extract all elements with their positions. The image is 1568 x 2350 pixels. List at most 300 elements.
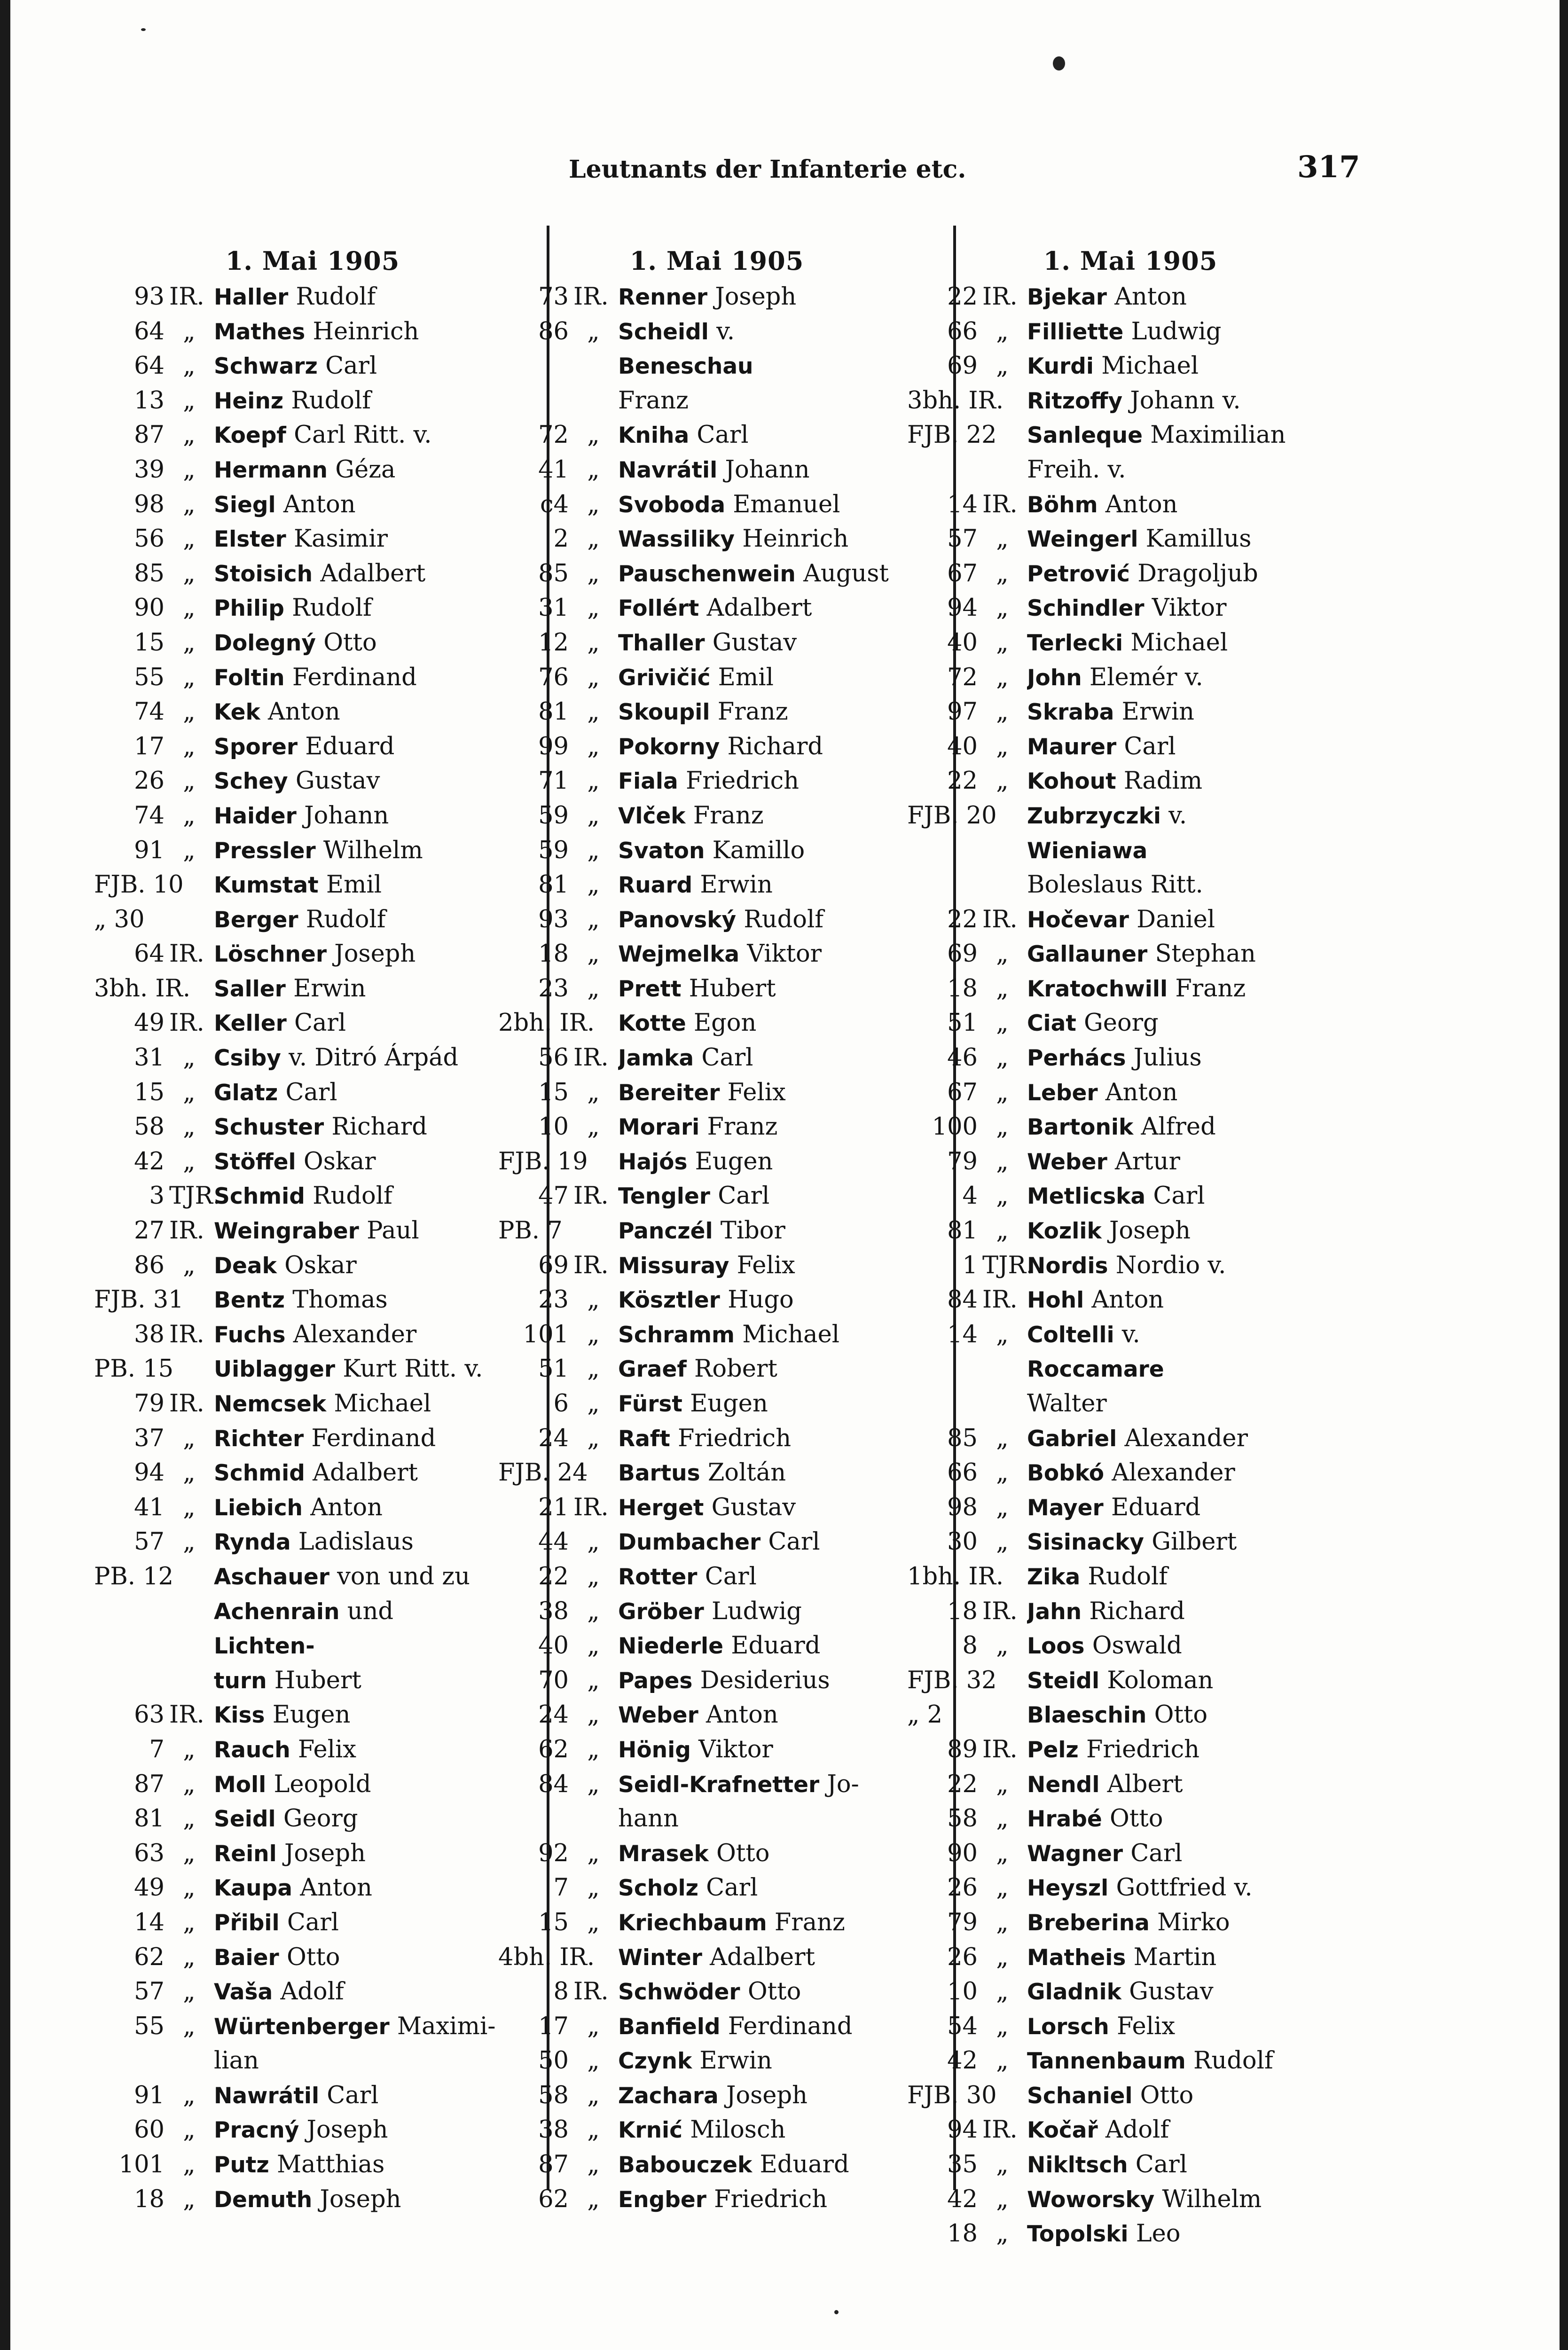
ditto-mark: „ <box>183 1805 196 1833</box>
officer-name <box>618 418 935 453</box>
unit-designation: PB. 7 <box>498 1217 563 1245</box>
ditto-mark: „ <box>587 2116 600 2144</box>
officer-name <box>214 1836 531 1871</box>
roster-entry <box>907 729 1354 764</box>
given-name: Martin <box>1133 1943 1217 1971</box>
given-name: Tibor <box>720 1217 785 1245</box>
surname: Schwöder <box>618 1979 740 2005</box>
regiment-number: 56 <box>134 525 165 553</box>
regiment-number: 56 <box>538 1044 569 1072</box>
officer-name <box>214 833 531 868</box>
officer-name <box>214 1905 531 1940</box>
unit-type: IR. <box>982 283 1018 311</box>
regiment-number: 26 <box>134 767 165 795</box>
given-name: Rudolf <box>292 594 372 622</box>
given-name: Erwin <box>700 871 773 899</box>
regiment-number: 90 <box>134 594 165 622</box>
surname: Weber <box>618 1702 698 1729</box>
regiment-number: 85 <box>538 559 569 588</box>
given-name: Johann v. <box>1130 386 1241 415</box>
given-name: Friedrich <box>678 1424 792 1452</box>
given-name: Wilhelm <box>1162 2185 1262 2213</box>
roster-entry <box>907 556 1354 591</box>
officer-name <box>1027 1317 1354 1352</box>
officer-name <box>618 1732 935 1767</box>
ditto-mark: „ <box>996 1147 1009 1175</box>
officer-name <box>618 1629 935 1663</box>
officer-name <box>214 729 531 764</box>
surname: Bentz <box>214 1287 285 1314</box>
roster-entry <box>907 1974 1354 2009</box>
roster-entry <box>94 1802 531 1836</box>
officer-name <box>1027 2182 1354 2217</box>
surname: Moll <box>214 1771 267 1798</box>
unit-designation: FJB. 31 <box>94 1286 184 1314</box>
surname: Lichten- <box>214 1633 315 1660</box>
officer-name <box>214 2009 531 2044</box>
regiment-number: 89 <box>947 1735 978 1763</box>
ditto-mark: „ <box>183 1528 196 1556</box>
surname: Schindler <box>1027 595 1145 622</box>
surname: Czynk <box>618 2048 692 2075</box>
regiment-number: 69 <box>947 940 978 968</box>
given-name: Gustav <box>711 1493 796 1521</box>
surname: Maurer <box>1027 734 1117 760</box>
given-name: Carl <box>1124 732 1176 760</box>
officer-name <box>618 1317 935 1352</box>
roster-entry <box>498 2009 935 2044</box>
regiment-number: 91 <box>134 836 165 864</box>
surname: Vlček <box>618 803 686 829</box>
officer-name <box>214 2182 531 2217</box>
surname: Kek <box>214 699 260 726</box>
surname: Stoisich <box>214 561 313 587</box>
regiment-number: 64 <box>134 352 165 380</box>
regiment-number: 57 <box>947 525 978 553</box>
regiment-number: 14 <box>947 490 978 518</box>
officer-name <box>618 280 935 314</box>
given-name: Géza <box>335 455 396 484</box>
given-name: Otto <box>747 1978 801 2006</box>
unit-designation: PB. 15 <box>94 1355 174 1383</box>
ditto-mark: „ <box>996 1839 1009 1867</box>
surname: Deak <box>214 1253 277 1279</box>
officer-name <box>214 1144 531 1179</box>
roster-entry <box>907 487 1354 522</box>
officer-name <box>1027 1698 1354 1732</box>
given-name: Rudolf <box>291 386 371 415</box>
surname: Kriechbaum <box>618 1910 767 1936</box>
roster-entry <box>907 1698 1354 1732</box>
ditto-mark: „ <box>996 2151 1009 2179</box>
regiment-number: 10 <box>947 1978 978 2006</box>
given-name: Carl Ritt. v. <box>294 421 432 449</box>
officer-name <box>618 1490 935 1525</box>
surname: Fürst <box>618 1391 682 1417</box>
surname: Scholz <box>618 1875 698 1902</box>
regiment-number: 42 <box>947 2185 978 2213</box>
ditto-mark: „ <box>587 1528 600 1556</box>
continuation-line <box>498 349 935 384</box>
surname: Beneschau <box>618 353 753 380</box>
surname: Missuray <box>618 1253 729 1279</box>
roster-entry <box>94 1144 531 1179</box>
officer-name <box>1027 1352 1354 1386</box>
given-name: Alexander <box>293 1320 417 1348</box>
given-name: Anton <box>283 490 356 518</box>
officer-name <box>1027 695 1354 729</box>
given-name: Erwin <box>699 2047 772 2075</box>
given-name: Carl <box>701 1044 753 1072</box>
ditto-mark: „ <box>183 1044 196 1072</box>
surname: Bereiter <box>618 1080 720 1106</box>
ditto-mark: „ <box>183 1459 196 1487</box>
roster-entry <box>907 1075 1354 1110</box>
regiment-number: 27 <box>134 1217 165 1245</box>
officer-name <box>618 1871 935 1905</box>
officer-name <box>1027 1456 1354 1490</box>
officer-name <box>214 1559 531 1594</box>
regiment-number: 18 <box>134 2185 165 2213</box>
surname: Herget <box>618 1495 704 1521</box>
officer-name <box>1027 1559 1354 1594</box>
roster-entry <box>94 418 531 453</box>
given-name: Eugen <box>272 1701 351 1729</box>
roster-entry <box>94 1559 531 1594</box>
officer-name <box>618 384 935 418</box>
officer-name <box>618 1559 935 1594</box>
surname: Nawrátil <box>214 2083 320 2109</box>
officer-name <box>618 1767 935 1802</box>
ditto-mark: „ <box>996 2185 1009 2213</box>
surname: Prett <box>618 976 682 1002</box>
ditto-mark: „ <box>183 386 196 415</box>
roster-entry <box>498 1283 935 1317</box>
ditto-mark: „ <box>996 1978 1009 2006</box>
given-name: Joseph <box>306 2116 388 2144</box>
given-name: Joseph <box>715 283 797 311</box>
ditto-mark: „ <box>183 1113 196 1141</box>
ditto-mark: „ <box>183 1908 196 1936</box>
ditto-mark: „ <box>183 1978 196 2006</box>
given-name: v. <box>1168 801 1187 830</box>
surname: John <box>1027 665 1082 691</box>
officer-name <box>1027 453 1354 487</box>
officer-name <box>214 418 531 453</box>
officer-name <box>214 902 531 937</box>
ditto-mark: „ <box>183 1839 196 1867</box>
ditto-mark: „ <box>587 1078 600 1106</box>
given-name: Emil <box>718 663 774 691</box>
ditto-mark: „ <box>183 1943 196 1971</box>
regiment-number: 70 <box>538 1666 569 1694</box>
roster-entry <box>907 1525 1354 1559</box>
roster-entry <box>94 902 531 937</box>
given-name: Johann <box>304 801 389 830</box>
surname: Hočevar <box>1027 907 1129 933</box>
ditto-mark: „ <box>996 1632 1009 1660</box>
regiment-number: 15 <box>134 1078 165 1106</box>
given-name: Carl <box>294 1009 346 1037</box>
column-heading: 1. Mai 1905 <box>1043 246 1218 276</box>
surname: Wassiliky <box>618 526 735 553</box>
roster-entry <box>907 1767 1354 1802</box>
officer-name <box>618 1525 935 1559</box>
roster-entry <box>907 1283 1354 1317</box>
surname: Stöffel <box>214 1149 296 1175</box>
surname: Kohout <box>1027 768 1116 795</box>
surname: Reinl <box>214 1841 277 1867</box>
ditto-mark: „ <box>183 1078 196 1106</box>
officer-name <box>1027 1974 1354 2009</box>
ditto-mark: „ <box>183 1735 196 1763</box>
roster-entry <box>94 1041 531 1075</box>
regiment-number: 79 <box>134 1390 165 1418</box>
regiment-number: 55 <box>134 2012 165 2040</box>
unit-type: IR. <box>169 1390 204 1418</box>
officer-name <box>214 487 531 522</box>
ditto-mark: „ <box>587 2012 600 2040</box>
column-1 <box>94 242 531 2217</box>
surname: Dumbacher <box>618 1529 761 1556</box>
given-name: Rudolf <box>306 905 386 933</box>
given-name: Richard <box>727 732 823 760</box>
regiment-number: 60 <box>134 2116 165 2144</box>
regiment-number: 101 <box>523 1320 569 1348</box>
regiment-number: 6 <box>553 1390 569 1418</box>
surname: Rynda <box>214 1529 291 1556</box>
given-name: Carl <box>327 2081 379 2109</box>
ditto-mark: „ <box>183 594 196 622</box>
officer-name <box>618 1663 935 1698</box>
roster-entry <box>498 1974 935 2009</box>
surname: Philip <box>214 595 284 622</box>
regiment-number: 37 <box>134 1424 165 1452</box>
roster-entry <box>907 1456 1354 1490</box>
roster-entry <box>907 591 1354 626</box>
ditto-mark: „ <box>587 836 600 864</box>
roster-entry <box>94 1248 531 1283</box>
officer-name <box>214 1283 531 1317</box>
regiment-number: 22 <box>947 905 978 933</box>
regiment-number: 58 <box>538 2081 569 2109</box>
roster-entry <box>498 1663 935 1698</box>
roster-entry <box>907 1905 1354 1940</box>
ditto-mark: „ <box>587 905 600 933</box>
ditto-mark: „ <box>996 1078 1009 1106</box>
surname: Pracný <box>214 2117 299 2144</box>
regiment-number: 39 <box>134 455 165 484</box>
given-name: Alexander <box>1112 1459 1235 1487</box>
given-name: Anton <box>1091 1286 1164 1314</box>
given-name: Anton <box>1105 1078 1178 1106</box>
officer-name <box>214 937 531 971</box>
roster-entry <box>94 2147 531 2182</box>
officer-name <box>214 1214 531 1248</box>
unit-designation: FJB. 20 <box>907 801 997 830</box>
officer-name <box>214 1248 531 1283</box>
officer-name <box>214 1386 531 1421</box>
given-name: August <box>803 559 889 588</box>
officer-name <box>1027 1006 1354 1041</box>
unit-type: IR. <box>169 283 204 311</box>
ditto-mark: „ <box>996 525 1009 553</box>
ditto-mark: „ <box>587 1286 600 1314</box>
surname: Gabriel <box>1027 1426 1117 1452</box>
regiment-number: 58 <box>947 1805 978 1833</box>
officer-name <box>1027 799 1354 833</box>
roster-entry <box>498 1456 935 1490</box>
ditto-mark: „ <box>996 1459 1009 1487</box>
given-name: Carl <box>325 352 377 380</box>
officer-name <box>618 1283 935 1317</box>
surname: Zachara <box>618 2083 719 2109</box>
officer-name <box>1027 2078 1354 2113</box>
surname: Filliette <box>1027 319 1124 345</box>
roster-entry <box>907 1732 1354 1767</box>
regiment-number: 17 <box>134 732 165 760</box>
ditto-mark: „ <box>587 1355 600 1383</box>
roster-entry <box>498 695 935 729</box>
surname: Přibil <box>214 1910 280 1936</box>
regiment-number: 51 <box>538 1355 569 1383</box>
regiment-number: 101 <box>118 2151 165 2179</box>
roster-entry <box>907 1594 1354 1629</box>
given-name: Joseph <box>320 2185 401 2213</box>
officer-name <box>214 1767 531 1802</box>
regiment-number: 81 <box>538 698 569 726</box>
surname: Vaša <box>214 1979 273 2005</box>
ditto-mark: „ <box>183 1424 196 1452</box>
regiment-number: 69 <box>947 352 978 380</box>
regiment-number: 92 <box>538 1839 569 1867</box>
roster-entry <box>907 1006 1354 1041</box>
officer-name <box>214 868 531 902</box>
given-name: Albert <box>1107 1770 1183 1798</box>
officer-name <box>214 2044 531 2078</box>
surname: Zubrzyczki <box>1027 803 1161 829</box>
surname: Keller <box>214 1010 287 1037</box>
officer-name <box>214 1974 531 2009</box>
ditto-mark: „ <box>183 663 196 691</box>
given-name: Franz <box>707 1113 778 1141</box>
ditto-mark: „ <box>587 1874 600 1902</box>
regiment-number: 64 <box>134 940 165 968</box>
regiment-number: 40 <box>947 628 978 657</box>
ditto-mark: „ <box>996 1320 1009 1348</box>
unit-designation: FJB. 10 <box>94 871 184 899</box>
officer-name <box>214 1041 531 1075</box>
surname: Demuth <box>214 2186 313 2213</box>
unit-type: TJR. <box>169 1182 221 1210</box>
given-name: Ludwig <box>1131 317 1222 345</box>
surname: Achenrain <box>214 1598 340 1625</box>
officer-name <box>618 1456 935 1490</box>
surname: Hrabé <box>1027 1806 1102 1833</box>
given-name: Otto <box>323 628 377 657</box>
roster-entry <box>498 799 935 833</box>
regiment-number: 49 <box>134 1009 165 1037</box>
given-name: Franz <box>618 386 689 415</box>
given-name: Eugen <box>695 1147 773 1175</box>
regiment-number: 21 <box>538 1493 569 1521</box>
officer-name <box>1027 314 1354 349</box>
roster-entry <box>94 971 531 1006</box>
regiment-number: 46 <box>947 1044 978 1072</box>
roster-entry <box>94 1075 531 1110</box>
ditto-mark: „ <box>183 2081 196 2109</box>
surname: Kozlik <box>1027 1218 1102 1245</box>
officer-name <box>214 1525 531 1559</box>
unit-designation: FJB. 30 <box>907 2081 997 2109</box>
roster-entry <box>94 453 531 487</box>
given-name: Carl <box>705 1562 757 1590</box>
surname: Baier <box>214 1944 279 1971</box>
given-name: Felix <box>737 1251 795 1279</box>
officer-name <box>618 1248 935 1283</box>
officer-name <box>1027 833 1354 868</box>
unit-type: IR. <box>982 1286 1018 1314</box>
given-name: Maximilian <box>1150 421 1286 449</box>
given-name: und <box>347 1597 394 1625</box>
officer-name <box>214 971 531 1006</box>
surname: Mayer <box>1027 1495 1104 1521</box>
given-name: hann <box>618 1805 679 1833</box>
surname: Zika <box>1027 1564 1081 1590</box>
officer-name <box>618 764 935 799</box>
roster-entry <box>94 1940 531 1975</box>
surname: Bjekar <box>1027 284 1107 310</box>
surname: Kotte <box>618 1010 686 1037</box>
unit-designation: FJB. 19 <box>498 1147 588 1175</box>
regiment-number: 18 <box>947 2220 978 2248</box>
surname: Haller <box>214 284 289 310</box>
given-name: Anton <box>267 698 340 726</box>
roster-entry <box>94 1179 531 1214</box>
surname: Gröber <box>618 1598 704 1625</box>
roster-entry <box>94 314 531 349</box>
ditto-mark: „ <box>587 801 600 830</box>
surname: Nendl <box>1027 1771 1100 1798</box>
roster-entry <box>94 1974 531 2009</box>
roster-entry <box>498 280 935 314</box>
ditto-mark: „ <box>183 1493 196 1521</box>
given-name: Gilbert <box>1152 1528 1237 1556</box>
surname: Skraba <box>1027 699 1114 726</box>
roster-entry <box>498 2113 935 2147</box>
surname: Gallauner <box>1027 941 1148 968</box>
regiment-number: 22 <box>947 1770 978 1798</box>
regiment-number: 98 <box>134 490 165 518</box>
roster-entry <box>94 1352 531 1386</box>
roster-entry <box>907 1041 1354 1075</box>
roster-entry <box>94 695 531 729</box>
given-name: Viktor <box>1152 594 1227 622</box>
surname: Topolski <box>1027 2221 1129 2248</box>
surname: Glatz <box>214 1080 278 1106</box>
surname: Nordis <box>1027 1253 1108 1279</box>
officer-name <box>618 833 935 868</box>
given-name: v. <box>716 317 735 345</box>
given-name: Hubert <box>689 974 776 1003</box>
ditto-mark: „ <box>996 1424 1009 1452</box>
officer-name <box>1027 1386 1354 1421</box>
roster-entry <box>907 1110 1354 1144</box>
roster-entry <box>94 1214 531 1248</box>
roster-entry <box>907 902 1354 937</box>
roster-entry <box>498 1594 935 1629</box>
roster-entry <box>94 1732 531 1767</box>
